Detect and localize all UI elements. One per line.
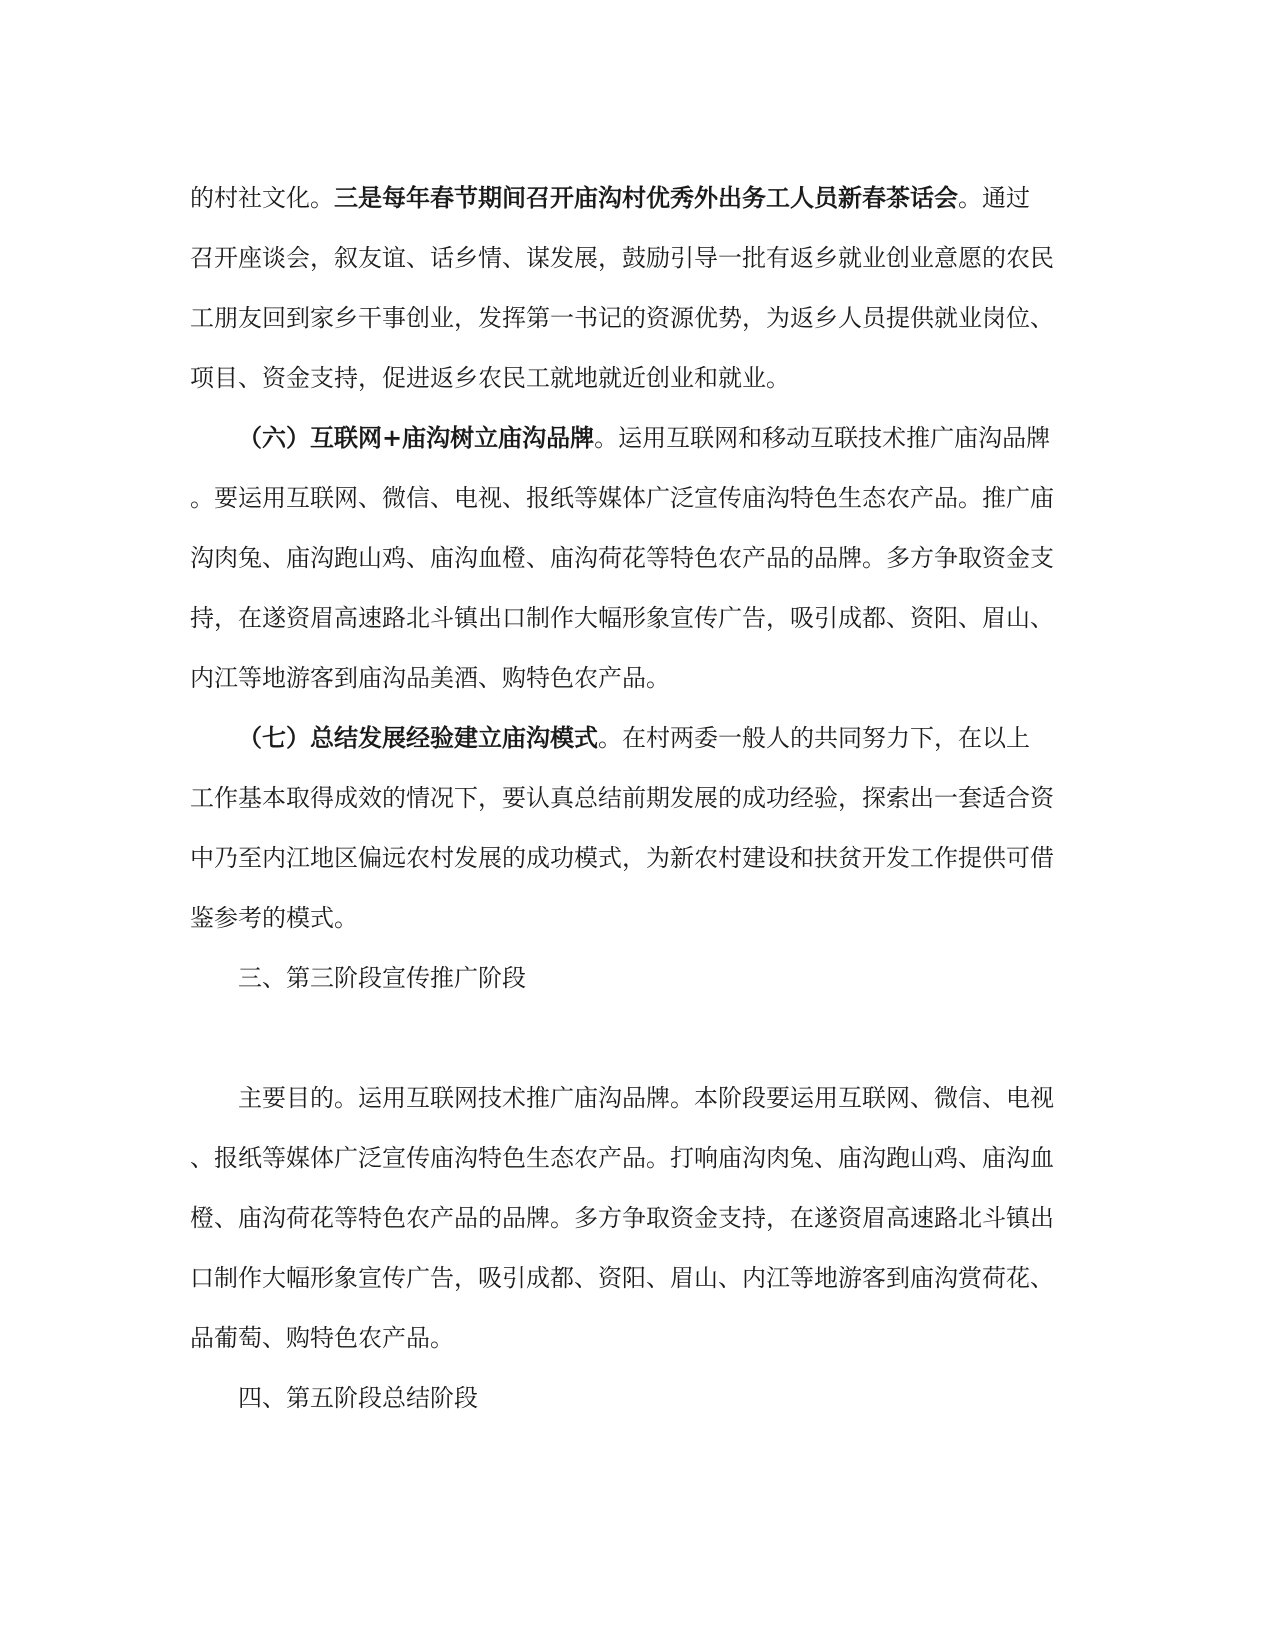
paragraph-returning-workers bbox=[190, 168, 1080, 408]
text-line: 主要目的。运用互联网技术推广庙沟品牌。本阶段要运用互联网、微信、电视 bbox=[238, 1084, 1054, 1112]
heading-stage-five: 四、第五阶段总结阶段 bbox=[238, 1384, 478, 1412]
text-line: 内江等地游客到庙沟品美酒、购特色农产品。 bbox=[190, 664, 670, 692]
text-line bbox=[190, 408, 1080, 468]
text-run: 。运用互联网和移动互联技术推广庙沟品牌 bbox=[594, 424, 1051, 452]
text-run: 。通过 bbox=[958, 184, 1030, 212]
paragraph-development-model bbox=[190, 708, 1080, 948]
paragraph-stage-three-goal bbox=[190, 1068, 1080, 1368]
text-line: 中乃至内江地区偏远农村发展的成功模式，为新农村建设和扶贫开发工作提供可借 bbox=[190, 844, 1054, 872]
text-line: 橙、庙沟荷花等特色农产品的品牌。多方争取资金支持，在遂资眉高速路北斗镇出 bbox=[190, 1204, 1054, 1232]
text-line: 工作基本取得成效的情况下，要认真总结前期发展的成功经验，探索出一套适合资 bbox=[190, 784, 1054, 812]
text-line: 沟肉兔、庙沟跑山鸡、庙沟血橙、庙沟荷花等特色农产品的品牌。多方争取资金支 bbox=[190, 544, 1054, 572]
text-line: 项目、资金支持，促进返乡农民工就地就近创业和就业。 bbox=[190, 364, 790, 392]
section-heading-seven: （七）总结发展经验建立庙沟模式 bbox=[238, 723, 598, 752]
text-run: 的村社文化。 bbox=[190, 184, 334, 212]
text-line: 。要运用互联网、微信、电视、报纸等媒体广泛宣传庙沟特色生态农产品。推广庙 bbox=[190, 484, 1054, 512]
text-line bbox=[190, 168, 1080, 228]
text-line: 品葡萄、购特色农产品。 bbox=[190, 1324, 454, 1352]
text-line: 召开座谈会，叙友谊、话乡情、谋发展，鼓励引导一批有返乡就业创业意愿的农民 bbox=[190, 244, 1054, 272]
blank-spacer bbox=[190, 1008, 1080, 1068]
document-body bbox=[190, 168, 1080, 1428]
text-line bbox=[190, 708, 1080, 768]
paragraph-internet-brand bbox=[190, 408, 1080, 708]
section-heading-six: （六）互联网+庙沟树立庙沟品牌 bbox=[238, 423, 595, 452]
text-line: 鉴参考的模式。 bbox=[190, 904, 358, 932]
text-run: 。在村两委一般人的共同努力下，在以上 bbox=[598, 724, 1030, 752]
text-line: 工朋友回到家乡干事创业，发挥第一书记的资源优势，为返乡人员提供就业岗位、 bbox=[190, 304, 1054, 332]
heading-stage-three: 三、第三阶段宣传推广阶段 bbox=[238, 964, 526, 992]
bold-text-run: 三是每年春节期间召开庙沟村优秀外出务工人员新春茶话会 bbox=[334, 183, 958, 212]
text-line: 持，在遂资眉高速路北斗镇出口制作大幅形象宣传广告，吸引成都、资阳、眉山、 bbox=[190, 604, 1054, 632]
text-line: 口制作大幅形象宣传广告，吸引成都、资阳、眉山、内江等地游客到庙沟赏荷花、 bbox=[190, 1264, 1054, 1292]
text-line: 、报纸等媒体广泛宣传庙沟特色生态农产品。打响庙沟肉兔、庙沟跑山鸡、庙沟血 bbox=[190, 1144, 1054, 1172]
